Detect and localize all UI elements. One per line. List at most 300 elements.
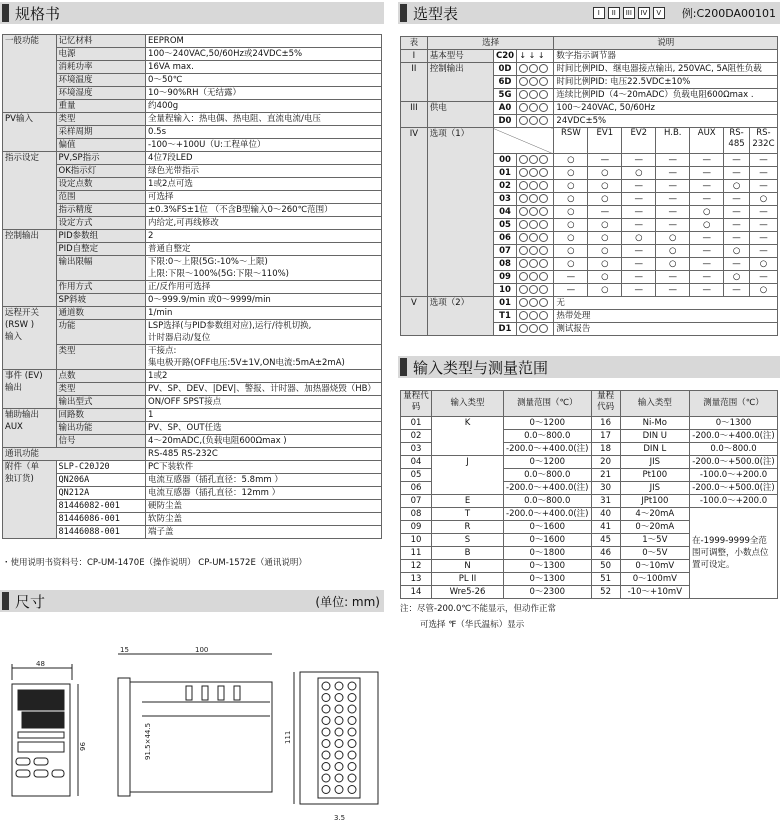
right-type: JIS — [620, 456, 689, 469]
code-circles — [517, 206, 554, 219]
terminal-screw — [322, 786, 330, 794]
key-5 — [52, 770, 64, 777]
code-circles: ↓ ↓ ↓ — [517, 50, 554, 63]
model-code: 5G — [493, 89, 517, 102]
opt1-cell: — — [749, 206, 777, 219]
opt1-col: AUX — [690, 128, 724, 154]
left-type: R — [432, 521, 504, 534]
opt1-cell: ○ — [749, 193, 777, 206]
opt2-desc: 热带处理 — [554, 310, 778, 323]
input-title: 输入类型与测量范围 — [413, 358, 549, 377]
model-group-roman: I — [401, 50, 428, 63]
code-circles — [517, 154, 554, 167]
spec-value-line: RS-485 RS-232C — [148, 449, 218, 459]
opt1-cell: — — [724, 154, 750, 167]
model-group-roman: II — [401, 63, 428, 102]
opt1-cell: ○ — [724, 180, 750, 193]
left-code: 03 — [401, 443, 432, 456]
spec-category — [3, 461, 57, 539]
col-desc: 说明 — [554, 37, 778, 50]
left-code: 11 — [401, 547, 432, 560]
spec-category — [3, 230, 57, 307]
opt1-cell: — — [656, 206, 690, 219]
left-type: N — [432, 560, 504, 573]
spec-category-line: 辅助输出 — [5, 410, 40, 420]
code-box-4: IV — [638, 7, 650, 19]
spec-value-line: 2 — [148, 231, 154, 241]
spec-footnote: ・使用说明书资料号：CP-UM-1470E（操作说明） CP-UM-1572E（通讯说明） — [2, 558, 307, 568]
opt1-cell: — — [588, 206, 622, 219]
terminal-screw — [348, 705, 356, 713]
opt1-cell: ○ — [622, 167, 656, 180]
left-type — [432, 469, 504, 482]
spec-table — [2, 34, 382, 539]
right-code: 40 — [591, 508, 620, 521]
right-type: 0～20mA — [620, 521, 689, 534]
opt1-cell: — — [656, 193, 690, 206]
right-range: 0～1300 — [690, 417, 778, 430]
spec-value-line: 正/反作用可选择 — [148, 282, 211, 292]
spec-value-line: 1或2点可选 — [148, 179, 193, 189]
opt1-cell: — — [749, 154, 777, 167]
right-type: 0～5V — [620, 547, 689, 560]
spec-value — [146, 191, 382, 204]
spec-value — [146, 152, 382, 165]
h-range: 测量范围（℃） — [504, 391, 592, 417]
input-note-1: 注：尽管-200.0℃不能显示，但动作正常 — [400, 604, 556, 614]
opt1-col: EV2 — [622, 128, 656, 154]
spec-item: 重量 — [56, 100, 146, 113]
left-range: 0.0～800.0 — [504, 430, 592, 443]
terminal-screw — [335, 763, 343, 771]
opt1-cell: ○ — [656, 232, 690, 245]
header-bar-decoration — [400, 4, 407, 22]
opt1-cell: ○ — [588, 271, 622, 284]
spec-value — [146, 35, 382, 48]
opt1-cell: — — [690, 258, 724, 271]
model-desc: 时间比例PID、继电器接点输出, 250VAC, 5A阻性负载 — [554, 63, 778, 76]
spec-value-line: ±0.3%FS±1位 （不含B型输入0～260℃范围） — [148, 205, 333, 215]
spec-item: QN206A — [56, 474, 146, 487]
spec-value-line: 0～50℃ — [148, 75, 183, 85]
spec-value — [146, 513, 382, 526]
left-range: 0～2300 — [504, 586, 592, 599]
ok-lamp — [18, 742, 64, 752]
spec-value-line: 绿色光带指示 — [148, 166, 200, 176]
right-type: DIN L — [620, 443, 689, 456]
spec-category-line: 一般功能 — [5, 36, 40, 46]
spec-value — [146, 74, 382, 87]
terminal-block — [318, 678, 360, 798]
opt1-cell: — — [622, 271, 656, 284]
code-circles — [517, 180, 554, 193]
opt1-cell: ○ — [749, 258, 777, 271]
opt1-cell: ○ — [554, 245, 588, 258]
opt1-cell: — — [724, 284, 750, 297]
left-type: Wre5-26 — [432, 586, 504, 599]
spec-value — [146, 217, 382, 230]
spec-value — [146, 48, 382, 61]
opt1-code: 04 — [493, 206, 517, 219]
right-code: 21 — [591, 469, 620, 482]
dim-cutout: 91.5×44.5 — [144, 722, 152, 760]
spec-item: 采样周期 — [56, 126, 146, 139]
spec-category — [3, 307, 57, 370]
left-range: 0～1200 — [504, 417, 592, 430]
opt1-code: 03 — [493, 193, 517, 206]
opt1-cell: ○ — [588, 284, 622, 297]
spec-value — [146, 100, 382, 113]
opt1-cell: ○ — [554, 258, 588, 271]
opt1-cell: ○ — [588, 193, 622, 206]
spec-value-line: ON/OFF SPST接点 — [148, 397, 222, 407]
right-type: JPt100 — [620, 495, 689, 508]
model-title: 选型表 — [413, 4, 459, 23]
left-type: S — [432, 534, 504, 547]
model-group-name: 供电 — [427, 102, 493, 128]
status-bar — [18, 732, 64, 738]
right-code: 50 — [591, 560, 620, 573]
dim-depth: 100 — [195, 646, 209, 654]
spec-header — [0, 2, 384, 24]
spec-category-line: 事件 (EV) — [5, 371, 43, 381]
spec-value-line: 约400g — [148, 101, 179, 111]
spec-category — [3, 113, 57, 152]
left-type — [432, 482, 504, 495]
spec-value-line: 1/min — [148, 308, 173, 318]
opt1-cell: ○ — [724, 271, 750, 284]
code-circles — [517, 271, 554, 284]
spec-item: OK指示灯 — [56, 165, 146, 178]
spec-category-line: 指示设定 — [5, 153, 40, 163]
spec-item: 点数 — [56, 370, 146, 383]
spec-value-line: 端子盖 — [148, 527, 174, 537]
opt1-col: RS-232C — [749, 128, 777, 154]
model-group-name: 控制输出 — [427, 63, 493, 102]
input-range-table — [400, 390, 778, 599]
spec-item: 81446088-001 — [56, 526, 146, 539]
opt1-code: 07 — [493, 245, 517, 258]
terminal-screw — [322, 740, 330, 748]
opt1-cell: ○ — [656, 245, 690, 258]
spec-value — [146, 61, 382, 74]
pv-display — [18, 690, 64, 710]
left-code: 06 — [401, 482, 432, 495]
right-range: 0.0～800.0 — [690, 443, 778, 456]
left-type: T — [432, 508, 504, 521]
header-bar-decoration — [400, 358, 407, 376]
right-code: 20 — [591, 456, 620, 469]
key-1 — [16, 758, 30, 765]
code-box-3: III — [623, 7, 635, 19]
right-range: -100.0～+200.0 — [690, 495, 778, 508]
spec-item: 范围 — [56, 191, 146, 204]
terminal-screw — [348, 763, 356, 771]
opt1-cell: ○ — [554, 167, 588, 180]
spec-value — [146, 474, 382, 487]
opt1-cell: — — [656, 154, 690, 167]
model-code: 0D — [493, 63, 517, 76]
opt1-cell: — — [690, 284, 724, 297]
right-code: 51 — [591, 573, 620, 586]
spec-value-line: 软防尘盖 — [148, 514, 183, 524]
spec-value-line: 电流互感器（插孔直径：12mm ） — [148, 488, 281, 498]
code-circles — [517, 102, 554, 115]
opt1-cell: — — [749, 271, 777, 284]
terminal-screw — [335, 717, 343, 725]
h-range-code: 量程代码 — [401, 391, 432, 417]
spec-category-line: AUX — [5, 422, 23, 432]
spec-value-line: 计时器启动/复位 — [148, 333, 211, 343]
right-type: DIN U — [620, 430, 689, 443]
opt1-cell: — — [749, 232, 777, 245]
key-2 — [34, 758, 48, 765]
header-bar-decoration — [2, 592, 9, 610]
opt1-cell: — — [690, 154, 724, 167]
spec-item: SP斜坡 — [56, 294, 146, 307]
left-range: -200.0～+400.0(注) — [504, 508, 592, 521]
terminal-screw — [348, 751, 356, 759]
left-type: PL II — [432, 573, 504, 586]
spec-value — [146, 204, 382, 217]
spec-value-line: 100～240VAC,50/60Hz或24VDC±5% — [148, 49, 303, 59]
terminal-screw — [335, 786, 343, 794]
terminal-screw — [322, 705, 330, 713]
terminal-screw — [348, 717, 356, 725]
opt1-cell: ○ — [588, 258, 622, 271]
spec-category — [3, 448, 146, 461]
opt2-desc: 测试报告 — [554, 323, 778, 336]
right-code: 18 — [591, 443, 620, 456]
opt1-cell: — — [749, 180, 777, 193]
opt1-col: RSW — [554, 128, 588, 154]
left-code: 09 — [401, 521, 432, 534]
opt1-code: 06 — [493, 232, 517, 245]
h-range-code-2: 量程代码 — [591, 391, 620, 417]
h-input-type-2: 输入类型 — [620, 391, 689, 417]
opt1-cell: — — [656, 180, 690, 193]
spec-category-line: 通讯功能 — [5, 449, 40, 459]
dim-screw: 3.5 — [334, 814, 346, 822]
opt1-cell: — — [622, 245, 656, 258]
spec-value — [146, 281, 382, 294]
spec-value-line: 4～20mADC,(负载电阻600Ωmax ) — [148, 436, 287, 446]
left-code: 04 — [401, 456, 432, 469]
opt1-cell: — — [622, 206, 656, 219]
opt1-cell: ○ — [588, 167, 622, 180]
spec-value — [146, 370, 382, 383]
spec-value-line: PV、SP、DEV、|DEV|、警报、计时器、加热器烧毁（HB） — [148, 384, 376, 394]
spec-item: 输出型式 — [56, 396, 146, 409]
terminal-screw — [335, 728, 343, 736]
spec-value-line: 下限:0～上限(5G:-10%～上限) — [148, 257, 268, 267]
spec-value — [146, 435, 382, 448]
opt1-cell: ○ — [554, 193, 588, 206]
left-code: 12 — [401, 560, 432, 573]
right-type: 1～5V — [620, 534, 689, 547]
opt1-cell: ○ — [656, 258, 690, 271]
spec-value — [146, 487, 382, 500]
opt1-col: RS-485 — [724, 128, 750, 154]
spec-value — [146, 243, 382, 256]
spec-item: 81446086-001 — [56, 513, 146, 526]
terminal-screw — [322, 728, 330, 736]
opt1-cell: — — [690, 232, 724, 245]
spec-value — [146, 345, 382, 370]
spec-value-line: 内给定,可再线修改 — [148, 218, 219, 228]
key-3 — [16, 770, 30, 777]
spec-category — [3, 35, 57, 113]
spec-value-line: 干接点: — [148, 346, 177, 356]
model-code: A0 — [493, 102, 517, 115]
spec-value-line: EEPROM — [148, 36, 184, 46]
left-range: 0～1200 — [504, 456, 592, 469]
right-type: 0～100mV — [620, 573, 689, 586]
left-type — [432, 430, 504, 443]
spec-item: 消耗功率 — [56, 61, 146, 74]
left-code: 13 — [401, 573, 432, 586]
spec-item: 电源 — [56, 48, 146, 61]
terminal-screw — [335, 682, 343, 690]
right-code: 16 — [591, 417, 620, 430]
spec-item: PV,SP指示 — [56, 152, 146, 165]
spec-item: 环境温度 — [56, 74, 146, 87]
spec-value-line: 0.5s — [148, 127, 166, 137]
dim-height: 96 — [78, 742, 86, 751]
opt1-cell: ○ — [554, 232, 588, 245]
spec-item: 通道数 — [56, 307, 146, 320]
code-circles — [517, 219, 554, 232]
left-range: 0～1600 — [504, 534, 592, 547]
opt1-col: EV1 — [588, 128, 622, 154]
header-bar-decoration — [2, 4, 9, 22]
left-range: 0.0～800.0 — [504, 495, 592, 508]
left-type: J — [432, 456, 504, 469]
model-code-boxes — [593, 5, 780, 21]
spec-item: 设定点数 — [56, 178, 146, 191]
sp-display — [22, 712, 64, 728]
opt1-cell: — — [690, 167, 724, 180]
model-desc: 100～240VAC, 50/60Hz — [554, 102, 778, 115]
code-box-1: I — [593, 7, 605, 19]
terminal-screw — [348, 740, 356, 748]
spec-item: 81446082-001 — [56, 500, 146, 513]
rear-view — [300, 672, 378, 804]
spec-item: 功能 — [56, 320, 146, 345]
right-code: 17 — [591, 430, 620, 443]
spec-item: 类型 — [56, 383, 146, 396]
spec-value-line: PC下装软件 — [148, 462, 194, 472]
spec-value — [146, 307, 382, 320]
left-range: 0～1300 — [504, 573, 592, 586]
key-4 — [34, 770, 48, 777]
opt1-cell: — — [554, 284, 588, 297]
spec-value-line: 16VA max. — [148, 62, 194, 72]
terminal-screw — [335, 740, 343, 748]
left-code: 08 — [401, 508, 432, 521]
spec-category-line: (RSW ) — [5, 320, 35, 330]
spec-category-line: 附件（单 — [5, 462, 40, 472]
spec-item: SLP-C20J20 — [56, 461, 146, 474]
right-range: -100.0～+200.0 — [690, 469, 778, 482]
terminal-screw — [335, 694, 343, 702]
terminal-screw — [348, 774, 356, 782]
opt1-cell: — — [690, 180, 724, 193]
opt1-cell: — — [724, 219, 750, 232]
spec-value — [146, 230, 382, 243]
code-circles — [517, 63, 554, 76]
right-code: 46 — [591, 547, 620, 560]
spec-value-line: 集电极开路(OFF电压:5V±1V,ON电流:5mA±2mA) — [148, 358, 345, 368]
terminal-screw — [322, 717, 330, 725]
opt1-cell: — — [749, 167, 777, 180]
terminal-screw — [335, 774, 343, 782]
opt1-roman: IV — [401, 128, 428, 297]
right-type: JIS — [620, 482, 689, 495]
code-circles — [517, 310, 554, 323]
spec-category-line: 输入 — [5, 332, 23, 342]
spec-value — [146, 320, 382, 345]
terminal-screw — [348, 728, 356, 736]
code-circles — [517, 297, 554, 310]
opt1-code: 01 — [493, 167, 517, 180]
opt1-cell: ○ — [622, 232, 656, 245]
spec-value-line: 0～999.9/min 或0～9999/min — [148, 295, 271, 305]
left-range: 0～1800 — [504, 547, 592, 560]
model-table — [400, 36, 778, 336]
terminal-screw — [348, 682, 356, 690]
spec-value-line: 全量程输入：热电偶、热电阻、直流电流/电压 — [148, 114, 321, 124]
spec-value-line: 硬防尘盖 — [148, 501, 183, 511]
model-desc: 连续比例PID（4～20mADC）负载电阻600Ωmax . — [554, 89, 778, 102]
opt1-cell: — — [656, 219, 690, 232]
left-type: K — [432, 417, 504, 430]
model-code: C20 — [493, 50, 517, 63]
opt1-cell: — — [724, 232, 750, 245]
spec-value — [146, 409, 382, 422]
right-code: 31 — [591, 495, 620, 508]
opt1-cell: ○ — [588, 219, 622, 232]
terminal-screw — [322, 694, 330, 702]
right-range-note: 在-1999-9999全范围可调整，小数点位置可设定。 — [690, 508, 778, 599]
spec-value-line: 普通自整定 — [148, 244, 191, 254]
right-range: -200.0～+500.0(注) — [690, 456, 778, 469]
right-type: Ni-Mo — [620, 417, 689, 430]
spec-item: 作用方式 — [56, 281, 146, 294]
dim-rear-height: 111 — [284, 730, 292, 744]
model-group-name: 基本型号 — [427, 50, 493, 63]
opt1-cell: — — [724, 258, 750, 271]
opt1-cell: ○ — [690, 219, 724, 232]
spec-value — [146, 461, 382, 474]
spec-item: PID参数组 — [56, 230, 146, 243]
dimension-drawing — [0, 640, 390, 830]
opt1-cell: — — [588, 154, 622, 167]
spec-item: PID自整定 — [56, 243, 146, 256]
spec-item: QN212A — [56, 487, 146, 500]
spec-value — [146, 422, 382, 435]
spec-category — [3, 409, 57, 448]
opt1-cell: — — [622, 219, 656, 232]
terminal-screw — [348, 786, 356, 794]
code-circles — [517, 258, 554, 271]
opt1-cell: — — [749, 245, 777, 258]
model-header — [398, 2, 780, 24]
code-circles — [517, 245, 554, 258]
opt1-cell: ○ — [588, 232, 622, 245]
opt1-cell: ○ — [724, 245, 750, 258]
spec-value-line: 上限:下限～100%(5G:下限～110%) — [148, 269, 290, 279]
